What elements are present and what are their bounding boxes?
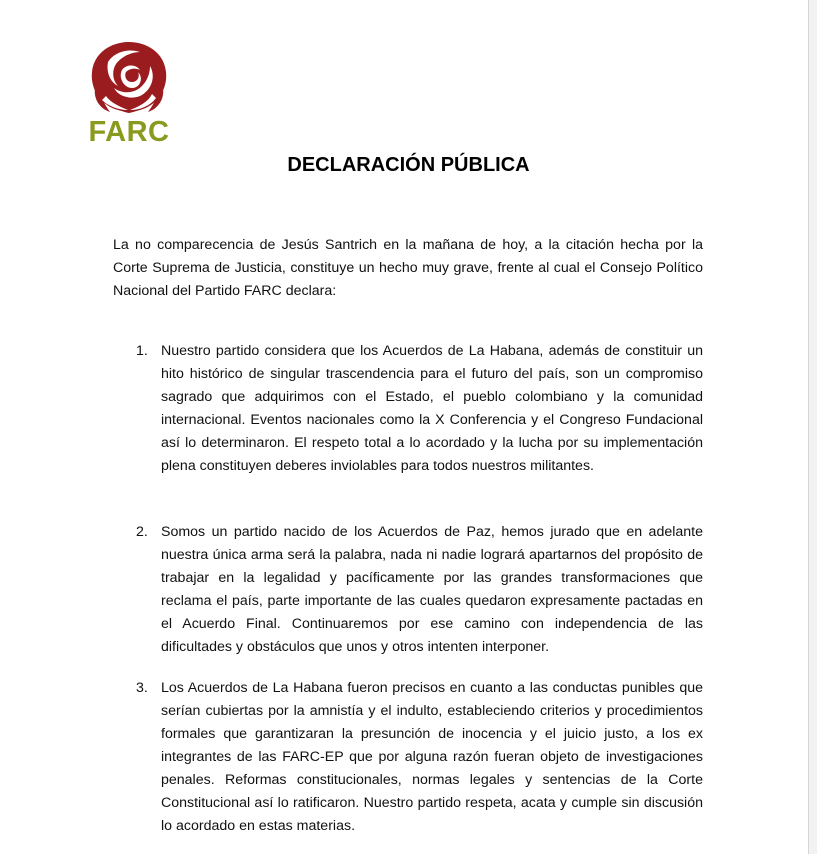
point-text: Nuestro partido considera que los Acuerdos de La Habana, además de constituir un hito histórico de singular trascendencia para el futuro del país, son un compromiso sagrado que adquirimos con el Estado, el pueblo colombiano y la comunidad internacional. Eventos nacionales como la X Conferencia y el Congreso Fundacional así lo determinaron. El respeto total a lo acordado y la lucha por su implementación plena constituyen deberes inviolables para todos nuestros militantes.	[161, 343, 703, 474]
intro-paragraph: La no comparecencia de Jesús Santrich en la mañana de hoy, a la citación hecha por la Corte Suprema de Justicia, constituye un hecho muy grave, frente al cual el Consejo Político Nacional del Partido FARC declara:	[113, 237, 703, 299]
point-number: 2.	[136, 524, 148, 540]
farc-logo	[84, 40, 174, 150]
document-title: DECLARACIÓN PÚBLICA	[287, 154, 530, 176]
rose-icon	[88, 40, 170, 114]
point-text: Somos un partido nacido de los Acuerdos de Paz, hemos jurado que en adelante nuestra única arma será la palabra, nada ni nadie logrará apartarnos del propósito de trabajar en la legalidad y pacíficamente por las grandes transformaciones que reclama el país, parte importante de las cuales quedaron expresamente pactadas en el Acuerdo Final. Continuaremos por ese camino con independencia de las dificultades y obstáculos que unos y otros intenten interponer.	[161, 524, 703, 655]
point-number: 3.	[136, 680, 148, 696]
viewer-background	[809, 0, 817, 854]
logo-text: FARC	[88, 116, 170, 148]
point-number: 1.	[136, 343, 148, 359]
point-text: Los Acuerdos de La Habana fueron precisos en cuanto a las conductas punibles que serían cubiertas por la amnistía y el indulto, estableciendo criterios y procedimientos formales que garantizaran la presunción de inocencia y el juicio justo, a los ex integrantes de las FARC-EP que por alguna razón fueran objeto de investigaciones penales. Reformas constitucionales, normas legales y sentencias de la Corte Constitucional así lo ratificaron. Nuestro partido respeta, acata y cumple sin discusión lo acordado en estas materias.	[161, 680, 703, 834]
